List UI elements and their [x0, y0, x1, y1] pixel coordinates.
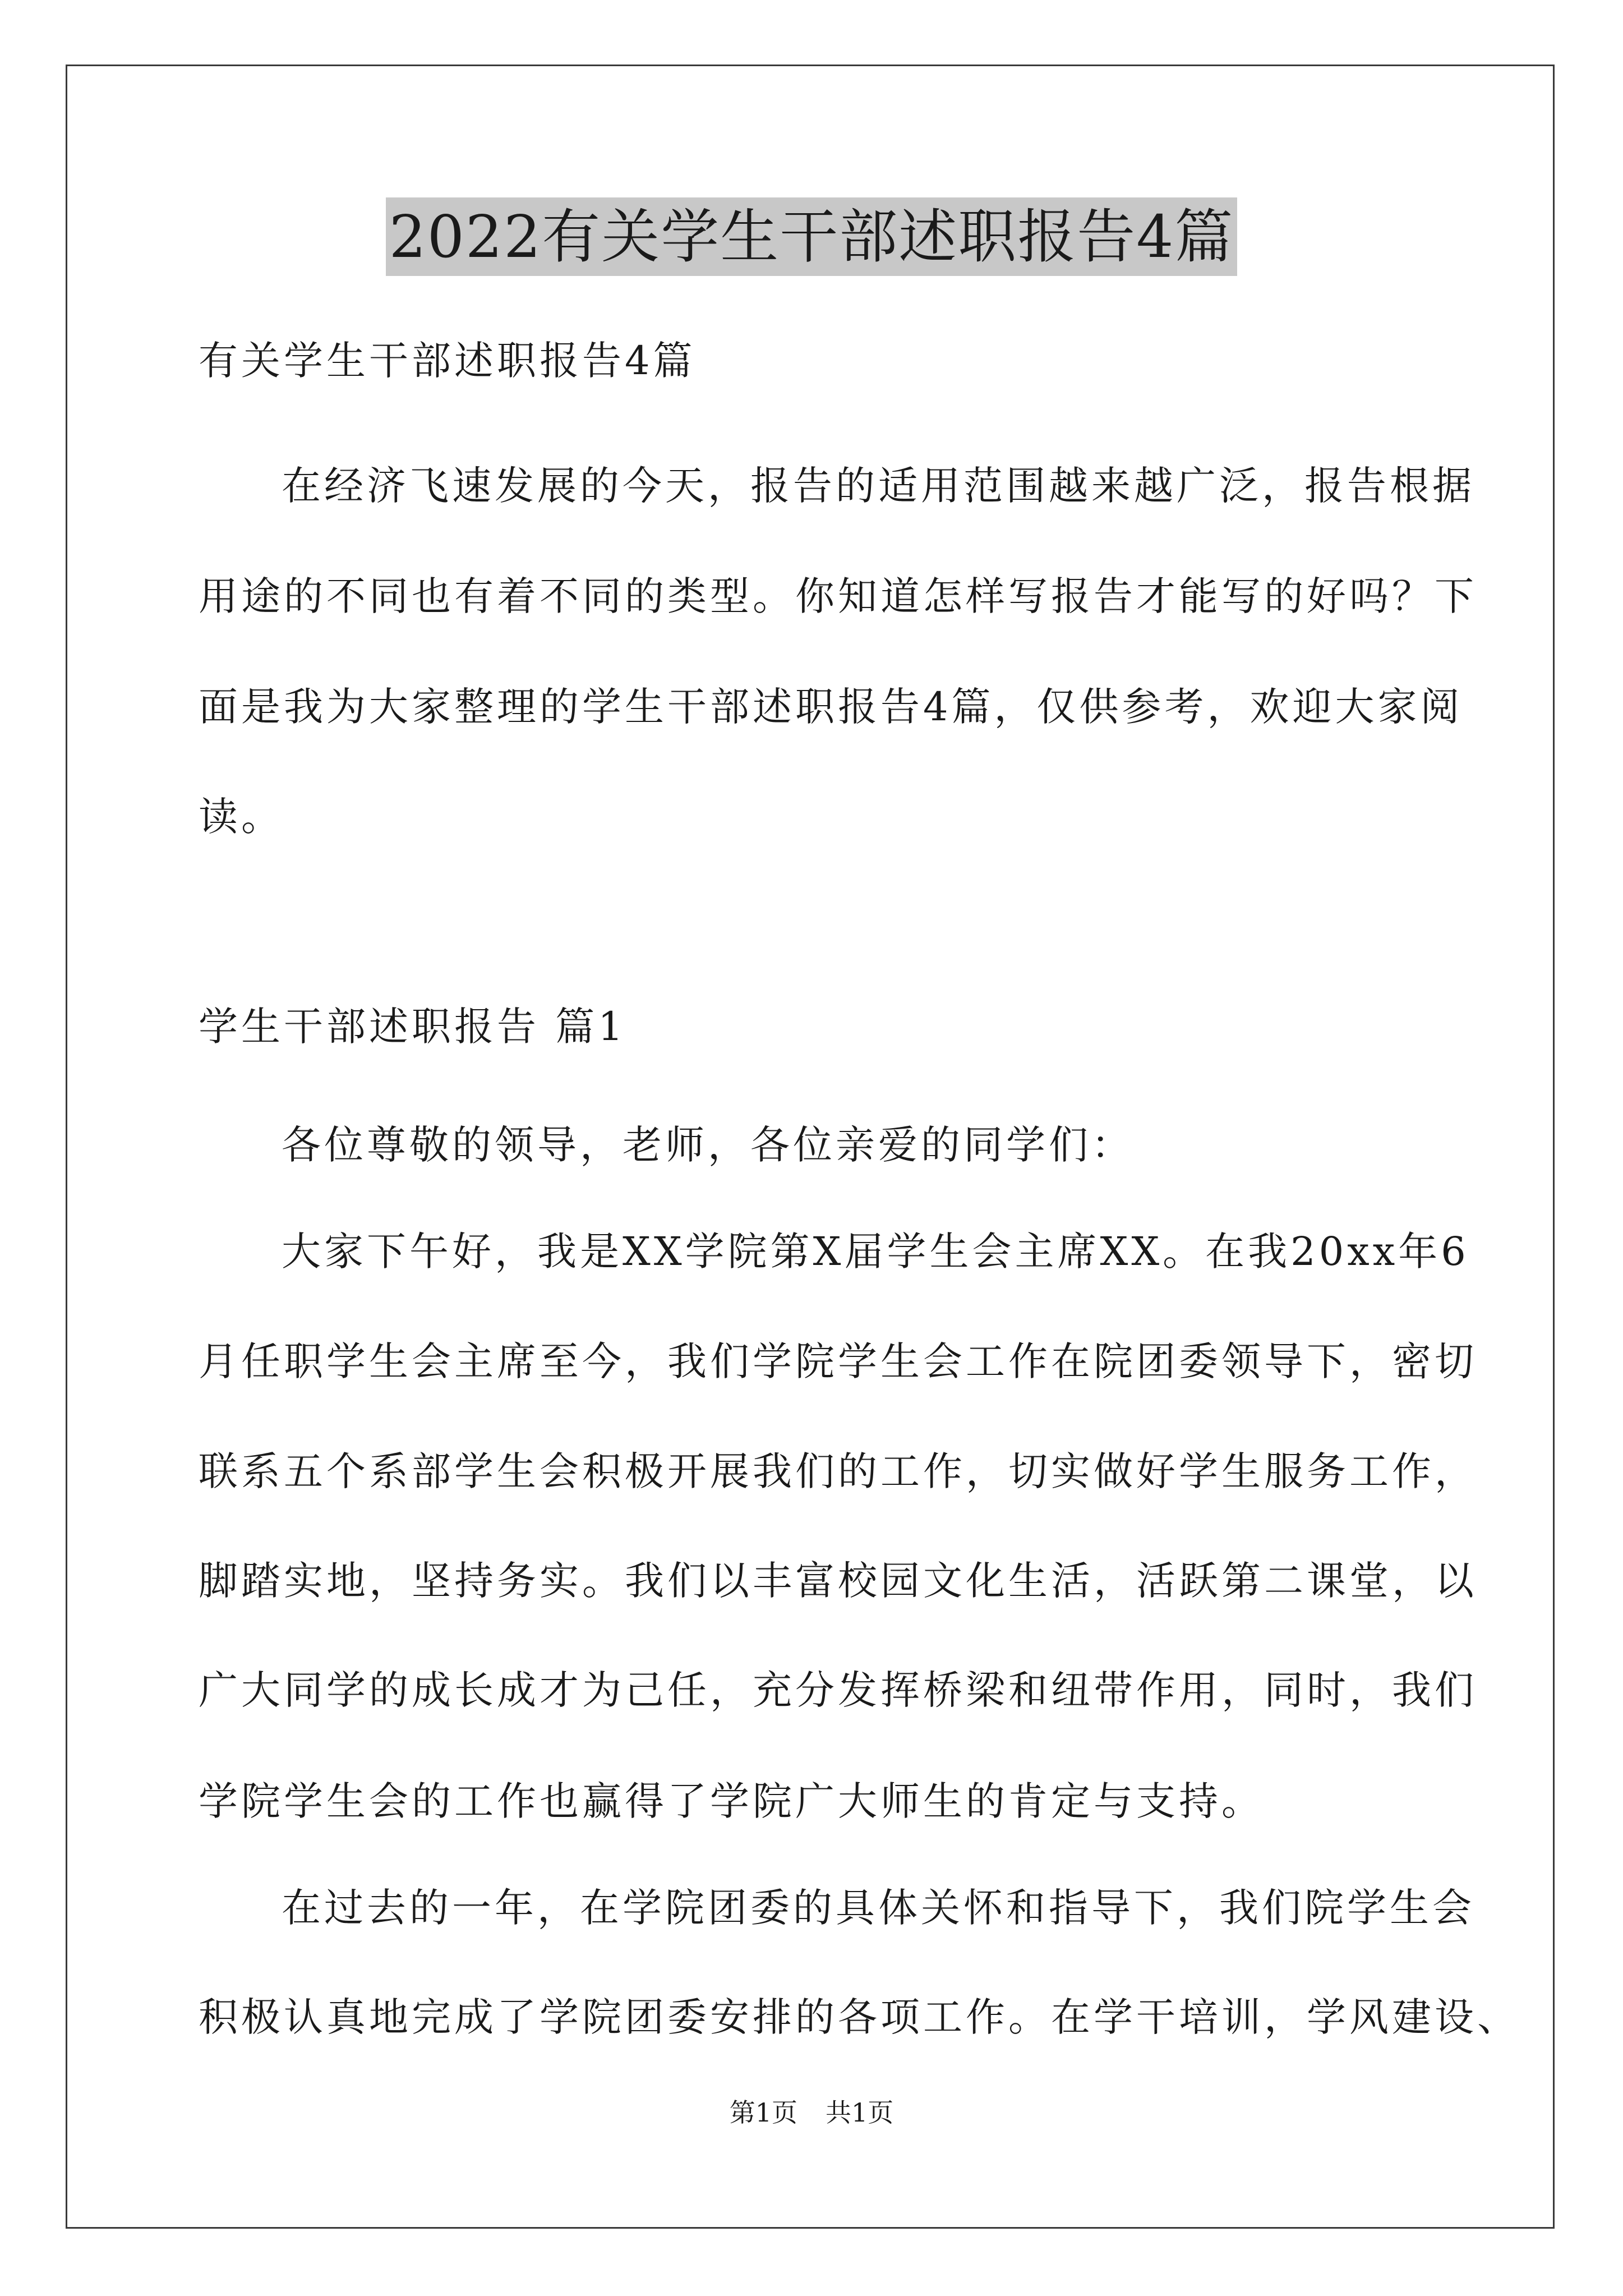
- page-number: 第1页: [729, 2097, 797, 2128]
- paragraph1-line-2: 月任职学生会主席至今，我们学院学生会工作在院团委领导下，密切: [199, 1338, 1477, 1384]
- section-heading: 学生干部述职报告 篇1: [199, 1004, 626, 1050]
- paragraph2-line-1: 在过去的一年，在学院团委的具体关怀和指导下，我们院学生会: [282, 1885, 1475, 1931]
- page-footer: [0, 2096, 1623, 2129]
- paragraph2-line-2: 积极认真地完成了学院团委安排的各项工作。在学干培训，学风建设、: [199, 1994, 1520, 2040]
- page-total: 共1页: [826, 2097, 894, 2128]
- paragraph1-line-6: 学院学生会的工作也赢得了学院广大师生的肯定与支持。: [199, 1778, 1264, 1824]
- intro-line-1: 在经济飞速发展的今天，报告的适用范围越来越广泛，报告根据: [282, 463, 1475, 509]
- intro-line-3: 面是我为大家整理的学生干部述职报告4篇，仅供参考，欢迎大家阅: [199, 684, 1463, 730]
- intro-line-2: 用途的不同也有着不同的类型。你知道怎样写报告才能写的好吗？下: [199, 573, 1477, 619]
- greeting: 各位尊敬的领导，老师，各位亲爱的同学们：: [282, 1122, 1134, 1168]
- paragraph1-line-5: 广大同学的成长成才为己任，充分发挥桥梁和纽带作用，同时，我们: [199, 1667, 1477, 1713]
- paragraph1-line-4: 脚踏实地，坚持务实。我们以丰富校园文化生活，活跃第二课堂，以: [199, 1558, 1477, 1604]
- paragraph1-line-1: 大家下午好，我是XX学院第X届学生会主席XX。在我20xx年6: [282, 1228, 1469, 1274]
- document-title: [0, 197, 1623, 276]
- paragraph1-line-3: 联系五个系部学生会积极开展我们的工作，切实做好学生服务工作，: [199, 1448, 1477, 1494]
- intro-line-4: 读。: [199, 794, 284, 840]
- document-subtitle: 有关学生干部述职报告4篇: [199, 338, 696, 384]
- document-title-text: 2022有关学生干部述职报告4篇: [386, 197, 1238, 276]
